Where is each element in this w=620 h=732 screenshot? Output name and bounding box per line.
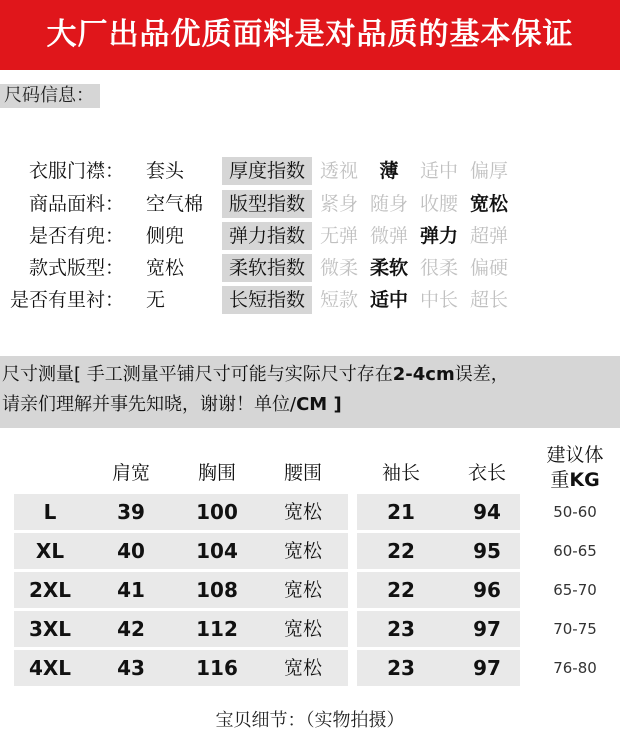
sleeve-cell: 23 — [387, 617, 415, 641]
header-weight-line-2 — [536, 468, 614, 493]
index-option: 超长 — [469, 289, 508, 311]
index-option: 中长 — [419, 289, 458, 311]
header-chest: 胸围 — [197, 462, 236, 484]
chest-cell: 100 — [196, 500, 238, 524]
length-cell: 97 — [473, 617, 501, 641]
measurement-tolerance: 2-4cm — [392, 364, 455, 385]
index-option: 微弹 — [369, 225, 408, 247]
attribute-value: 空气棉 — [146, 193, 204, 215]
header-length: 衣长 — [467, 462, 506, 484]
attribute-label: 是否有兜： — [28, 225, 124, 247]
attribute-row — [0, 190, 620, 218]
attribute-label: 是否有里衬： — [9, 289, 124, 311]
index-option: 随身 — [369, 193, 408, 215]
measurement-note-line-1 — [0, 360, 620, 390]
sleeve-cell: 22 — [387, 539, 415, 563]
index-option: 超弹 — [469, 225, 508, 247]
attribute-label: 款式版型： — [28, 257, 124, 279]
waist-cell: 宽松 — [283, 657, 322, 679]
chest-cell: 112 — [196, 617, 238, 641]
index-option: 偏硬 — [469, 257, 508, 279]
weight-cell: 70-75 — [553, 620, 597, 638]
attribute-row — [0, 157, 620, 185]
shoulder-cell: 40 — [117, 539, 145, 563]
size-cell: 2XL — [28, 578, 72, 602]
index-option-selected: 柔软 — [369, 257, 408, 279]
sleeve-cell: 22 — [387, 578, 415, 602]
index-option: 短款 — [319, 289, 358, 311]
shoulder-cell: 42 — [117, 617, 145, 641]
weight-cell: 65-70 — [553, 581, 597, 599]
index-name: 柔软指数 — [222, 254, 312, 282]
shoulder-cell: 41 — [117, 578, 145, 602]
attribute-row — [0, 286, 620, 314]
index-option: 收腰 — [419, 193, 458, 215]
index-option: 适中 — [419, 160, 458, 182]
waist-cell: 宽松 — [283, 540, 322, 562]
attribute-label: 衣服门襟： — [28, 160, 124, 182]
index-name: 厚度指数 — [222, 157, 312, 185]
length-cell: 97 — [473, 656, 501, 680]
sleeve-cell: 23 — [387, 656, 415, 680]
measurement-note — [0, 356, 620, 428]
size-cell: 4XL — [28, 656, 72, 680]
footer-caption: 宝贝细节：（实物拍摄） — [215, 710, 405, 731]
index-option-selected: 薄 — [379, 160, 399, 182]
waist-cell: 宽松 — [283, 579, 322, 601]
attribute-value: 套头 — [146, 160, 185, 182]
index-name: 弹力指数 — [222, 222, 312, 250]
index-option: 很柔 — [419, 257, 458, 279]
header-shoulder: 肩宽 — [111, 462, 150, 484]
header-weight-line-1: 建议体 — [546, 444, 604, 466]
length-cell: 95 — [473, 539, 501, 563]
chest-cell: 104 — [196, 539, 238, 563]
header-waist: 腰围 — [283, 462, 322, 484]
index-option-selected: 适中 — [369, 289, 408, 311]
header-weight-unit: KG — [569, 469, 600, 491]
header-weight — [536, 443, 614, 493]
shoulder-cell: 39 — [117, 500, 145, 524]
shoulder-cell: 43 — [117, 656, 145, 680]
weight-cell: 60-65 — [553, 542, 597, 560]
index-option: 紧身 — [319, 193, 358, 215]
attribute-label: 商品面料： — [28, 193, 124, 215]
attribute-row — [0, 222, 620, 250]
size-cell: 3XL — [28, 617, 72, 641]
size-cell: L — [43, 500, 57, 524]
length-cell: 94 — [473, 500, 501, 524]
index-option-selected: 弹力 — [419, 225, 458, 247]
measurement-note-text: 请亲们理解并事先知晓，谢谢！单位/ — [2, 394, 297, 415]
index-option: 透视 — [319, 160, 358, 182]
attribute-value: 无 — [146, 289, 166, 311]
banner-title: 大厂出品优质面料是对品质的基本保证 — [0, 0, 620, 70]
chest-cell: 108 — [196, 578, 238, 602]
header-sleeve: 袖长 — [381, 462, 420, 484]
index-option: 无弹 — [319, 225, 358, 247]
sleeve-cell: 21 — [387, 500, 415, 524]
waist-cell: 宽松 — [283, 618, 322, 640]
measurement-note-text: 误差， — [454, 364, 509, 385]
attribute-value: 侧兜 — [146, 225, 185, 247]
size-info-label: 尺码信息： — [0, 84, 100, 108]
measurement-note-line-2 — [0, 390, 620, 420]
waist-cell: 宽松 — [283, 501, 322, 523]
attribute-row — [0, 254, 620, 282]
index-option: 微柔 — [319, 257, 358, 279]
size-cell: XL — [35, 539, 65, 563]
length-cell: 96 — [473, 578, 501, 602]
chest-cell: 116 — [196, 656, 238, 680]
attribute-value: 宽松 — [146, 257, 185, 279]
measurement-note-text: 尺寸测量[ 手工测量平铺尺寸可能与实际尺寸存在 — [2, 364, 393, 385]
header-weight-text: 重 — [550, 469, 570, 491]
measurement-unit: CM ] — [296, 394, 342, 415]
index-name: 长短指数 — [222, 286, 312, 314]
index-name: 版型指数 — [222, 190, 312, 218]
index-option: 偏厚 — [469, 160, 508, 182]
weight-cell: 76-80 — [553, 659, 597, 677]
weight-cell: 50-60 — [553, 503, 597, 521]
index-option-selected: 宽松 — [469, 193, 508, 215]
